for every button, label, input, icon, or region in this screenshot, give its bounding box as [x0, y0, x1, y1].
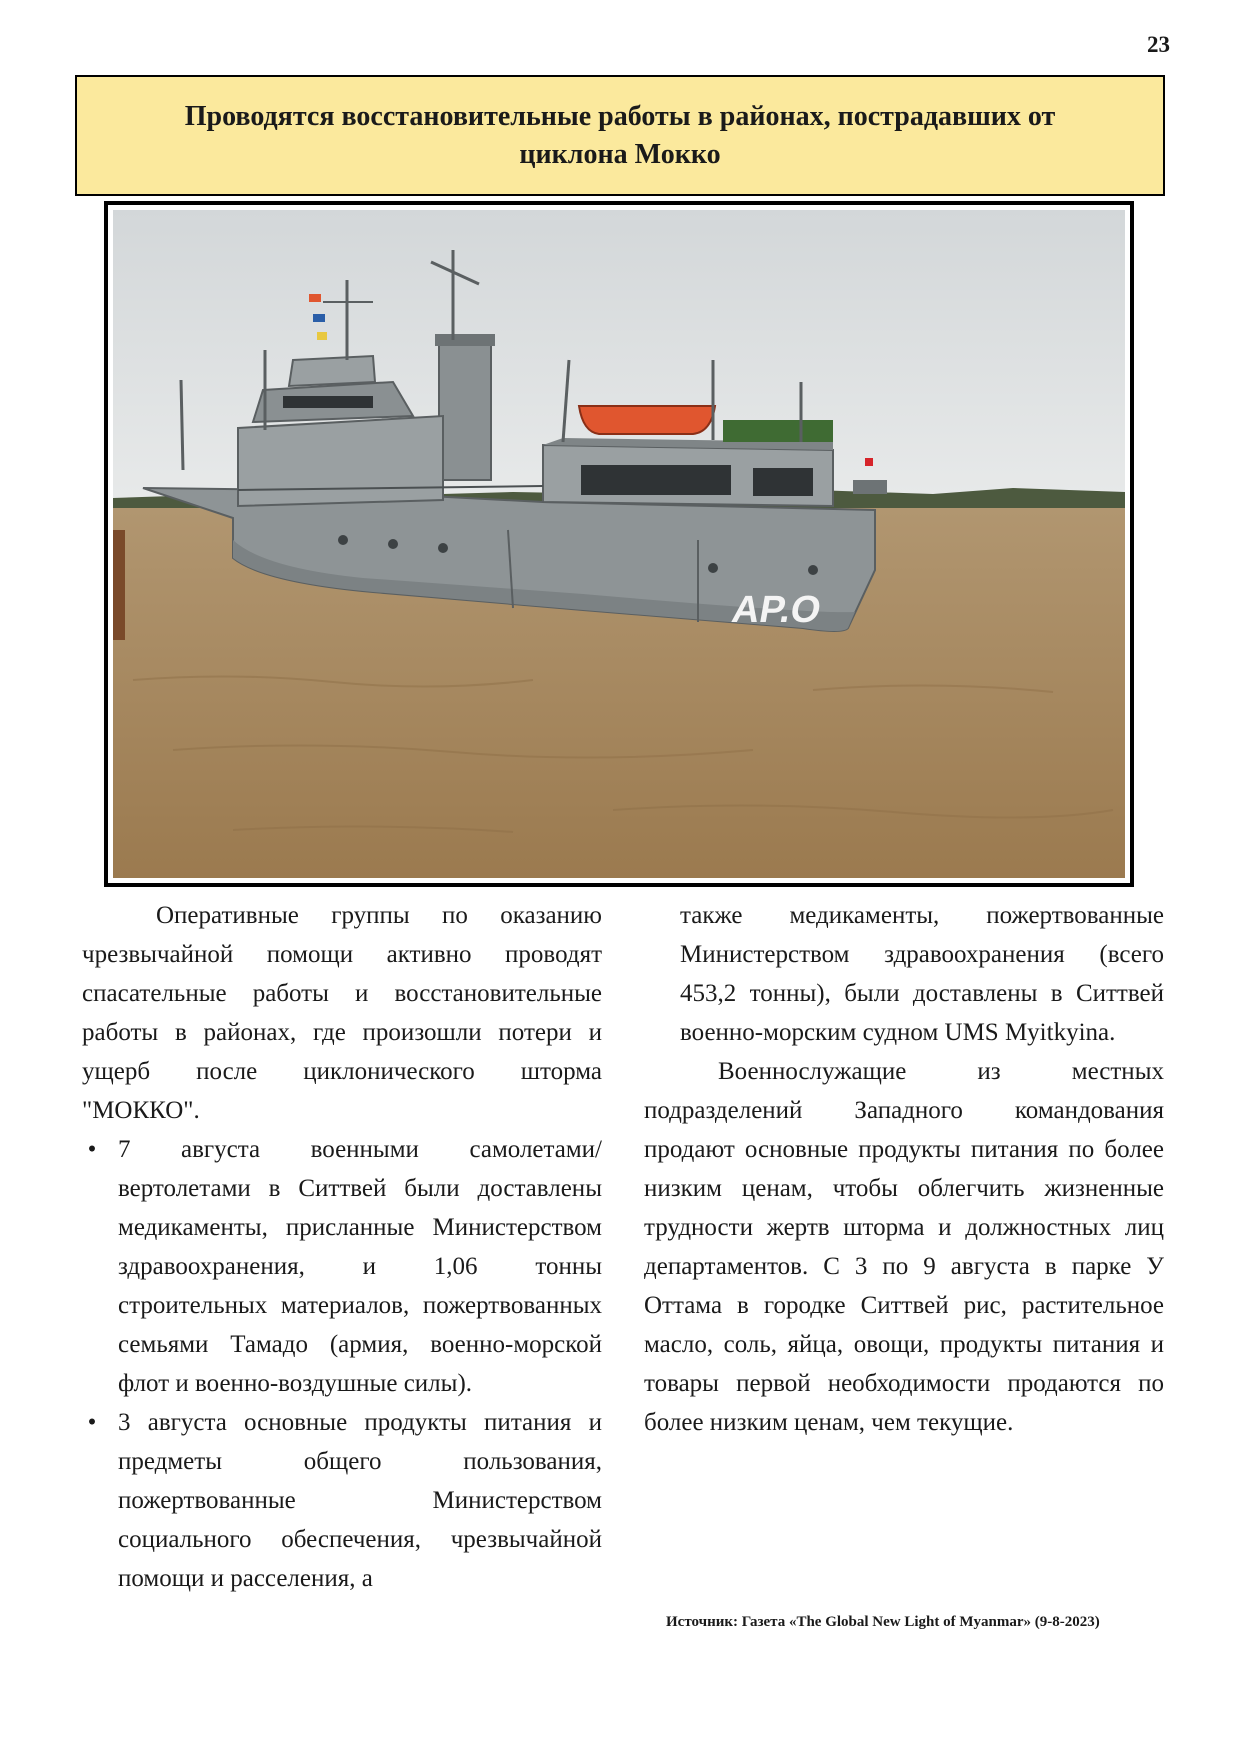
ship-photo	[104, 201, 1134, 887]
bullet-continuation: также медикаменты, пожертвованные Министерством здравоохранения (всего 453,2 тонны), были доставлены в Ситтвей военно-морским судном UMS Myitkyina.	[680, 902, 1164, 1046]
pier-post	[113, 530, 125, 640]
bullet-text: 7 августа военными самолетами/ вертолетами в Ситтвей были доставлены медикаменты, присланные Министерством здравоохранения, и 1,06 тонны строительных материалов, пожертвованных семьями Тамадо (армия, военно-морской флот и военно-воздушные силы).	[118, 1136, 602, 1397]
page-number: 23	[1147, 32, 1170, 57]
hull-marking: AP.O	[728, 588, 825, 631]
lifeboat-rear	[579, 406, 715, 434]
funnel	[439, 340, 491, 480]
source-citation: Источник: Газета «The Global New Light of Myanmar» (9-8-2023)	[666, 1614, 1100, 1630]
bullet-dot: •	[87, 1136, 97, 1163]
bullet-text: 3 августа основные продукты питания и предметы общего пользования, пожертвованные Министерством социального обеспечения, чрезвычайной помощи и расселения, а	[118, 1409, 602, 1592]
left-column	[82, 896, 602, 1598]
article-title: Проводятся восстановительные работы в районах, пострадавших от циклона Мокко	[184, 100, 1056, 170]
ship-illustration	[113, 210, 1125, 878]
right-column	[644, 896, 1164, 1442]
intro-paragraph: Оперативные группы по оказанию чрезвычайной помощи активно проводят спасательные работы и восстановительные работы в районах, где произошли потери и ущерб после циклонического шторма "МОККО".	[82, 902, 602, 1124]
bullet-item	[82, 1130, 602, 1403]
bullet-item	[82, 1403, 602, 1598]
bullet-dot: •	[87, 1409, 97, 1436]
body-paragraph: Военнослужащие из местных подразделений Западного командования продают основные продукты питания по более низким ценам, чтобы облегчить жизненные трудности жертв шторма и должностных лиц департаментов. С 3 по 9 августа в парке У Оттама в городке Ситтвей рис, растительное масло, соль, яйца, овощи, продукты питания и товары первой необходимости продаются по более низким ценам, чем текущие.	[644, 1058, 1164, 1436]
article-title-box	[75, 75, 1165, 196]
deck-greenery	[723, 420, 833, 442]
